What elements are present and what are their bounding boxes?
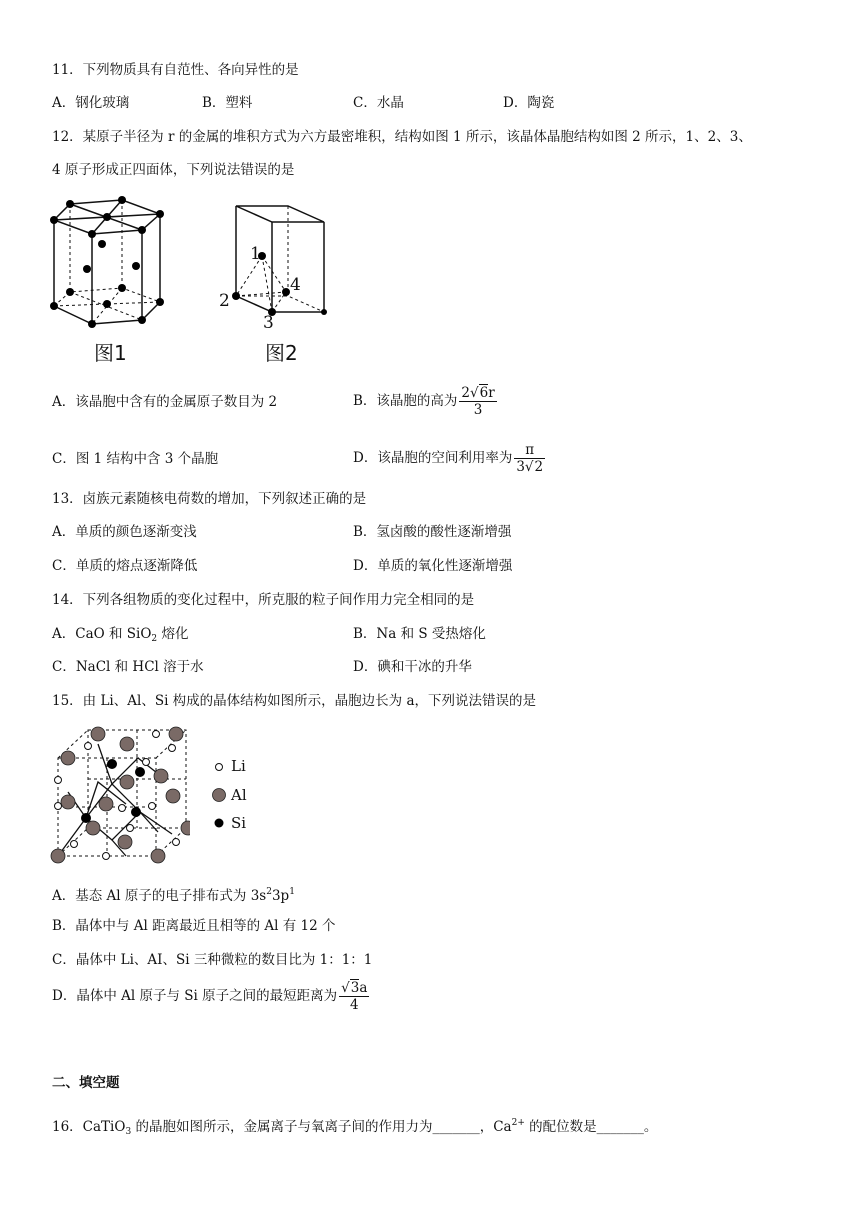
q15-d-denominator: 4 (349, 997, 359, 1013)
q12-stem-line2: 4 原子形成正四面体，下列说法错误的是 (52, 162, 295, 178)
q15-legend-markers (212, 757, 226, 833)
q13-option-c[interactable]: C．单质的熔点逐渐降低 (52, 558, 198, 574)
q12-fig2-label-4: 4 (290, 275, 301, 295)
q12-option-d-fraction: $\frac{\pi}{3√2}$ (516, 442, 544, 475)
q11-option-c[interactable]: C．水晶 (353, 95, 404, 111)
q11-option-b[interactable]: B．塑料 (202, 95, 253, 111)
q12-figure-1-caption: 图1 (94, 341, 127, 365)
q12-b-num-tail: r (488, 385, 495, 401)
q15-a-mid: 3p (271, 888, 290, 904)
q15-d-num-radicand: 3 (350, 980, 360, 996)
q12-fig2-label-2: 2 (219, 291, 230, 311)
q16-mid: 的晶胞如图所示，金属离子与氧离子间的作用力为_______，Ca (131, 1119, 512, 1135)
q15-option-b[interactable]: B．晶体中与 Al 距离最近且相等的 Al 有 12 个 (52, 918, 336, 934)
q15-a-sup1: 2 (266, 887, 272, 897)
q15-a-sup2: 1 (289, 887, 295, 897)
q12-option-d[interactable] (353, 440, 545, 476)
q12-stem-line1: 12．某原子半径为 r 的金属的堆积方式为六方最密堆积，结构如图 1 所示，该晶体晶胞结构如图 2 所示，1、2、3、 (52, 129, 752, 145)
q15-option-a[interactable] (52, 883, 295, 905)
q11-stem: 11．下列物质具有自范性、各向异性的是 (52, 62, 299, 78)
q13-option-b[interactable]: B．氢卤酸的酸性逐渐增强 (353, 524, 512, 540)
q15-option-d[interactable] (52, 978, 369, 1014)
q14-a-post: 熔化 (157, 626, 189, 642)
q12-d-den-coef: 3 (516, 459, 525, 475)
q14-option-a[interactable] (52, 625, 188, 648)
q16-pre: 16．CaTiO (52, 1119, 126, 1135)
section-title-fill-in: 二、填空题 (52, 1075, 120, 1091)
q12-option-a[interactable]: A．该晶胞中含有的金属原子数目为 2 (52, 394, 278, 410)
q16-superscript: 2+ (511, 1118, 525, 1128)
q15-option-c[interactable]: C．晶体中 Li、AI、Si 三种微粒的数目比为 1：1：1 (52, 952, 373, 968)
q11-option-a[interactable]: A．钢化玻璃 (52, 95, 130, 111)
q16-post: 的配位数是_______。 (524, 1119, 658, 1135)
q12-option-b-text: B．该晶胞的高为 (353, 393, 458, 409)
q16-stem (52, 1114, 657, 1141)
q12-b-num-coef: 2 (461, 385, 471, 401)
q14-a-pre: A．CaO 和 SiO (52, 626, 152, 642)
q16-subscript: 3 (125, 1127, 132, 1137)
q12-figure-2-caption: 图2 (265, 341, 298, 365)
q12-option-b-fraction: $\frac{2√6r}{3}$ (461, 385, 495, 418)
q12-d-numerator: π (514, 442, 545, 459)
q12-figure-2-unit-cell (214, 196, 334, 334)
q15-a-pre: A．基态 Al 原子的电子排布式为 3s (52, 888, 267, 904)
q14-a-subscript: 2 (151, 634, 158, 644)
q12-option-d-text: D．该晶胞的空间利用率为 (353, 450, 513, 466)
q12-option-c[interactable]: C．图 1 结构中含 3 个晶胞 (52, 451, 219, 467)
q12-b-num-radicand: 6 (479, 385, 489, 401)
q14-option-b[interactable]: B．Na 和 S 受热熔化 (353, 626, 486, 642)
q14-option-c[interactable]: C．NaCl 和 HCl 溶于水 (52, 659, 204, 675)
q15-legend-si: Si (231, 814, 247, 832)
q15-crystal-structure-figure (48, 722, 190, 864)
q11-option-d[interactable]: D．陶瓷 (503, 95, 555, 111)
q12-b-denominator: 3 (473, 402, 483, 418)
q12-fig2-label-1: 1 (250, 244, 261, 264)
q15-legend-li: Li (231, 757, 246, 775)
q14-stem: 14．下列各组物质的变化过程中，所克服的粒子间作用力完全相同的是 (52, 592, 475, 608)
q14-option-d[interactable]: D．碘和干冰的升华 (353, 659, 472, 675)
q15-d-num-tail: a (359, 980, 368, 996)
q15-legend-al: Al (231, 786, 247, 804)
q13-stem: 13．卤族元素随核电荷数的增加，下列叙述正确的是 (52, 491, 367, 507)
q12-fig2-label-3: 3 (263, 313, 274, 333)
q12-d-den-radicand: 2 (534, 459, 544, 475)
q13-option-d[interactable]: D．单质的氧化性逐渐增强 (353, 558, 513, 574)
q15-stem: 15．由 Li、Al、Si 构成的晶体结构如图所示，晶胞边长为 a，下列说法错误的是 (52, 693, 537, 709)
q13-option-a[interactable]: A．单质的颜色逐渐变浅 (52, 524, 197, 540)
q15-option-d-fraction: $\frac{√3a}{4}$ (341, 980, 368, 1013)
q12-figure-1-hcp (50, 192, 170, 334)
q12-option-b[interactable] (353, 383, 497, 419)
q15-option-d-text: D．晶体中 Al 原子与 Si 原子之间的最短距离为 (52, 988, 338, 1004)
